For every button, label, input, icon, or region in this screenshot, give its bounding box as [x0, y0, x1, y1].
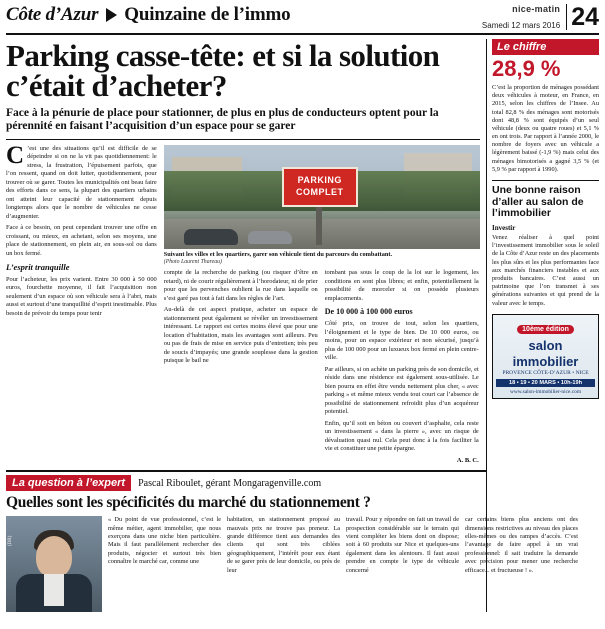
article-photo [164, 145, 480, 249]
sidebar-reason-box [492, 180, 599, 308]
subheading: De 10 000 à 100 000 euros [324, 307, 413, 317]
masthead-left [6, 4, 482, 26]
article-headline: Parking casse-tête: et si la solution c’était d’acheter? [6, 38, 440, 103]
sign-line-1: PARKING [297, 175, 342, 186]
paragraph: habitation, un stationnement proposé au mauvais prix ne trouve pas preneur. La grande différence tient aux demandes des clients qui sont très ciblées géographiquement, l’intérêt pour eux étant de se garer près de leur domicile, ou près de leur [227, 516, 340, 574]
portrait-credit: (DR) [8, 536, 13, 547]
sidebar-reason-title: Une bonne raison d’aller au salon de l’immobilier [492, 183, 584, 220]
salon-subtitle: PROVENCE CÔTE-D’AZUR • NICE [502, 369, 589, 376]
expert-body [6, 516, 578, 612]
expert-column-3 [346, 516, 459, 612]
subheading: L’esprit tranquille [6, 262, 70, 273]
expert-tag: La question à l’expert [6, 475, 131, 491]
article-columns [6, 141, 480, 466]
expert-column-1 [108, 516, 221, 612]
paragraph: car certains biens plus anciens ont des dimensions restrictives au niveau des places elles-mêmes ou des rampes d’accès. C’est l’avantage de faire appel à un vrai professionnel: il sait traduire la demande avec précision pour mener une recherche efficace... et fructueuse ! ». [465, 516, 578, 574]
page-number: 24 [566, 4, 599, 30]
paragraph: Enfin, qu’il soit en béton ou couvert d’asphalte, cela reste un investissement « dans la pierre », avec un risque de dévaluation quasi nul. Cela peut donc à la fois faciliter la vie et constituer une petite épargne. [324, 419, 479, 453]
photo-credit: (Photo Laurent Thareau) [163, 259, 222, 266]
expert-question: Quelles sont les spécificités du marché du stationnement ? [6, 494, 371, 512]
sidebar-band-figure: Le chiffre [492, 39, 599, 55]
article-standfirst: Face à la pénurie de place pour stationner, de plus en plus de conducteurs optent pour la pérennité en faisant l’acquisition d’un espace pour se garer [6, 106, 439, 133]
publication-name: nice-matin [512, 4, 561, 14]
sign-line-2: COMPLET [296, 186, 344, 197]
brand-title: Côte d’Azur [6, 4, 99, 25]
paragraph-text: ’est une des situations qu’il est difficile de se dépeindre si on ne la vit pas quotidiennement: le stress, la frustration, l’épuisement parfois, que l’on ressent, quand on doit lutter, quotidiennement, pour trouver où se garer. Toutes les municipalités ont beau faire des efforts dans ce sens, la plupart des quartiers urbains ont atteint leur capacité de stationnement depuis longtemps alors que le nombre de véhicules ne cesse d’augmenter. [6, 144, 157, 220]
salon-edition-badge: 10ème édition [517, 325, 574, 334]
paragraph: travail. Pour y répondre on fait un travail de prospection considérable sur le terrain qui vient compléter les biens dont on dispose; soit à 60 produits sur Nice et quelques-uns également dans les alentours. Il faut aussi prendre en compte le type de véhicule concerné [346, 516, 459, 574]
salon-ad[interactable] [492, 314, 599, 400]
article-signature: A. B. C. [456, 456, 479, 464]
key-figure-text: C’est la proportion de ménages possédant deux véhicules à moteur, en France, en 2015, selon les chiffres de l’Insee. Au total 82,8 % des ménages sont motorisés dont 48,8 % sont équipés d’un seul véhicule (deux ou quatre roues) et 5,1 % en ont trois. Par rapport à l’année 2000, le nombre de foyers avec un véhicule a légèrement baissé (-1,9 %) mais celui des ménages bimotorisés a gagné 3,5 % (et 5,9 % par rapport à 1990). [492, 84, 599, 173]
salon-url[interactable]: www.salon-immobilier-nice.com [509, 389, 582, 396]
photo-car-1 [184, 229, 238, 245]
triangle-icon [106, 8, 117, 22]
photo-sign-post [316, 207, 322, 245]
sidebar-reason-text: Venez réaliser à quel point l’investissement immobilier sous le soleil de la Côte d’Azur reste un des placements les plus sûrs et les plus performantes face aux marchés financiers instables et aux produits bancaires. C’est aussi un patrimoine que l’on transmet à ses générations suivantes et qui prend de la valeur avec le temps. [492, 234, 599, 307]
salon-title-line2: immobilier [512, 353, 579, 369]
key-figure: 28,9 % [492, 56, 561, 81]
paragraph: Côté prix, on trouve de tout, selon les quartiers, l’éloignement et le type de bien. De 10 000 euros, ou moins, pour un espace extérieur et non sécurisé, jusqu’à plus de 100 000 pour un luxueux box fermé en plein centre-ville. [324, 319, 479, 362]
article-column-3 [325, 269, 479, 465]
portrait-face [36, 536, 72, 578]
sidebar [486, 39, 599, 612]
expert-header [6, 475, 486, 491]
publication-date: Samedi 12 mars 2016 [481, 21, 561, 30]
salon-dates: 18 • 19 • 20 MARS • 10h-19h [496, 379, 595, 387]
sidebar-kicker: Investir [492, 224, 516, 233]
paragraph: « Du point de vue professionnel, c’est le même métier, agent immobilier, que nous exerçons dans une niche bien particulière. Mais il faut parallèlement rechercher des produits, négocier et surtout très bien connaître le marché car, comme une [108, 516, 221, 566]
section-title: Quinzaine de l’immo [124, 4, 291, 25]
divider [6, 139, 480, 140]
masthead-right [482, 4, 599, 30]
page-body [6, 39, 599, 612]
paragraph: Face à ce besoin, on peut cependant trouver une offre en croissant, ou mieux, en achetant, selon ses moyens, une place de stationnement, en plein air, en sous-sol ou dans un box fermé. [6, 224, 157, 257]
article-right-block [164, 145, 480, 466]
paragraph [6, 141, 157, 222]
paragraph: tombant pas sous le coup de la loi sur le logement, les conditions en sont plus libres; et enfin, potentiellement la possibilité de morceler si on possède plusieurs emplacements. [324, 269, 479, 302]
photo-caption: Suivant les villes et les quartiers, garer son véhicule tient du parcours du combattant. [163, 250, 393, 258]
parking-full-sign [282, 167, 358, 207]
salon-title-line1: salon [528, 337, 563, 353]
paragraph: Pour l’acheteur, les prix varient. Entre 30 000 à 50 000 euros, fourchette moyenne, il fait l’acquisition non seulement d’un espace où son véhicule sera à l’abri, mais aussi et surtout d’une tranquillité d’esprit inestimable. Plus besoin de prévoir du temps pour tenir [6, 275, 157, 317]
paragraph: Au-delà de cet aspect pratique, acheter un espace de stationnement peut également se révéler un investissement intéressant. Le rapport est certes moins élevé que pour une location d’habitation, mais les avantages sont ailleurs. Peu ou pas de frais de mise en service puis d’entretien; très peu de soucis d’impayés; une grande souplesse dans la gestion puisque le bail ne [163, 306, 318, 365]
paragraph: compte de la recherche de parking (ou risquer d’être en retard), ni de courir régulièrement à l’horodateur, ni de prier pour que les pervenches oublient la rue dans laquelle on s’est garé pas tout à fait dans les règles de l’art. [163, 269, 318, 302]
paragraph: Par ailleurs, si on achète un parking près de son domicile, et réside dans une résidence est également sous-utilisée. Le bien pourra en effet être vendu nettement plus cher, « avec parking » et même mieux vendu tout court car l’absence de possibilité de stationnement refroidit plus d’un acquéreur potentiel. [324, 365, 479, 416]
expert-section [6, 470, 578, 612]
photo-car-2 [248, 231, 292, 244]
expert-portrait [6, 516, 102, 612]
article-column-1 [6, 141, 157, 466]
portrait-shirt [44, 574, 64, 606]
expert-byline: Pascal Riboulet, gérant Mongaragenville.com [138, 477, 322, 489]
publication-block [482, 4, 566, 30]
article-lower-columns [164, 269, 480, 465]
masthead [6, 4, 599, 35]
expert-column-2 [227, 516, 340, 612]
article-column-2 [164, 269, 318, 465]
dropcap: C [6, 141, 25, 169]
